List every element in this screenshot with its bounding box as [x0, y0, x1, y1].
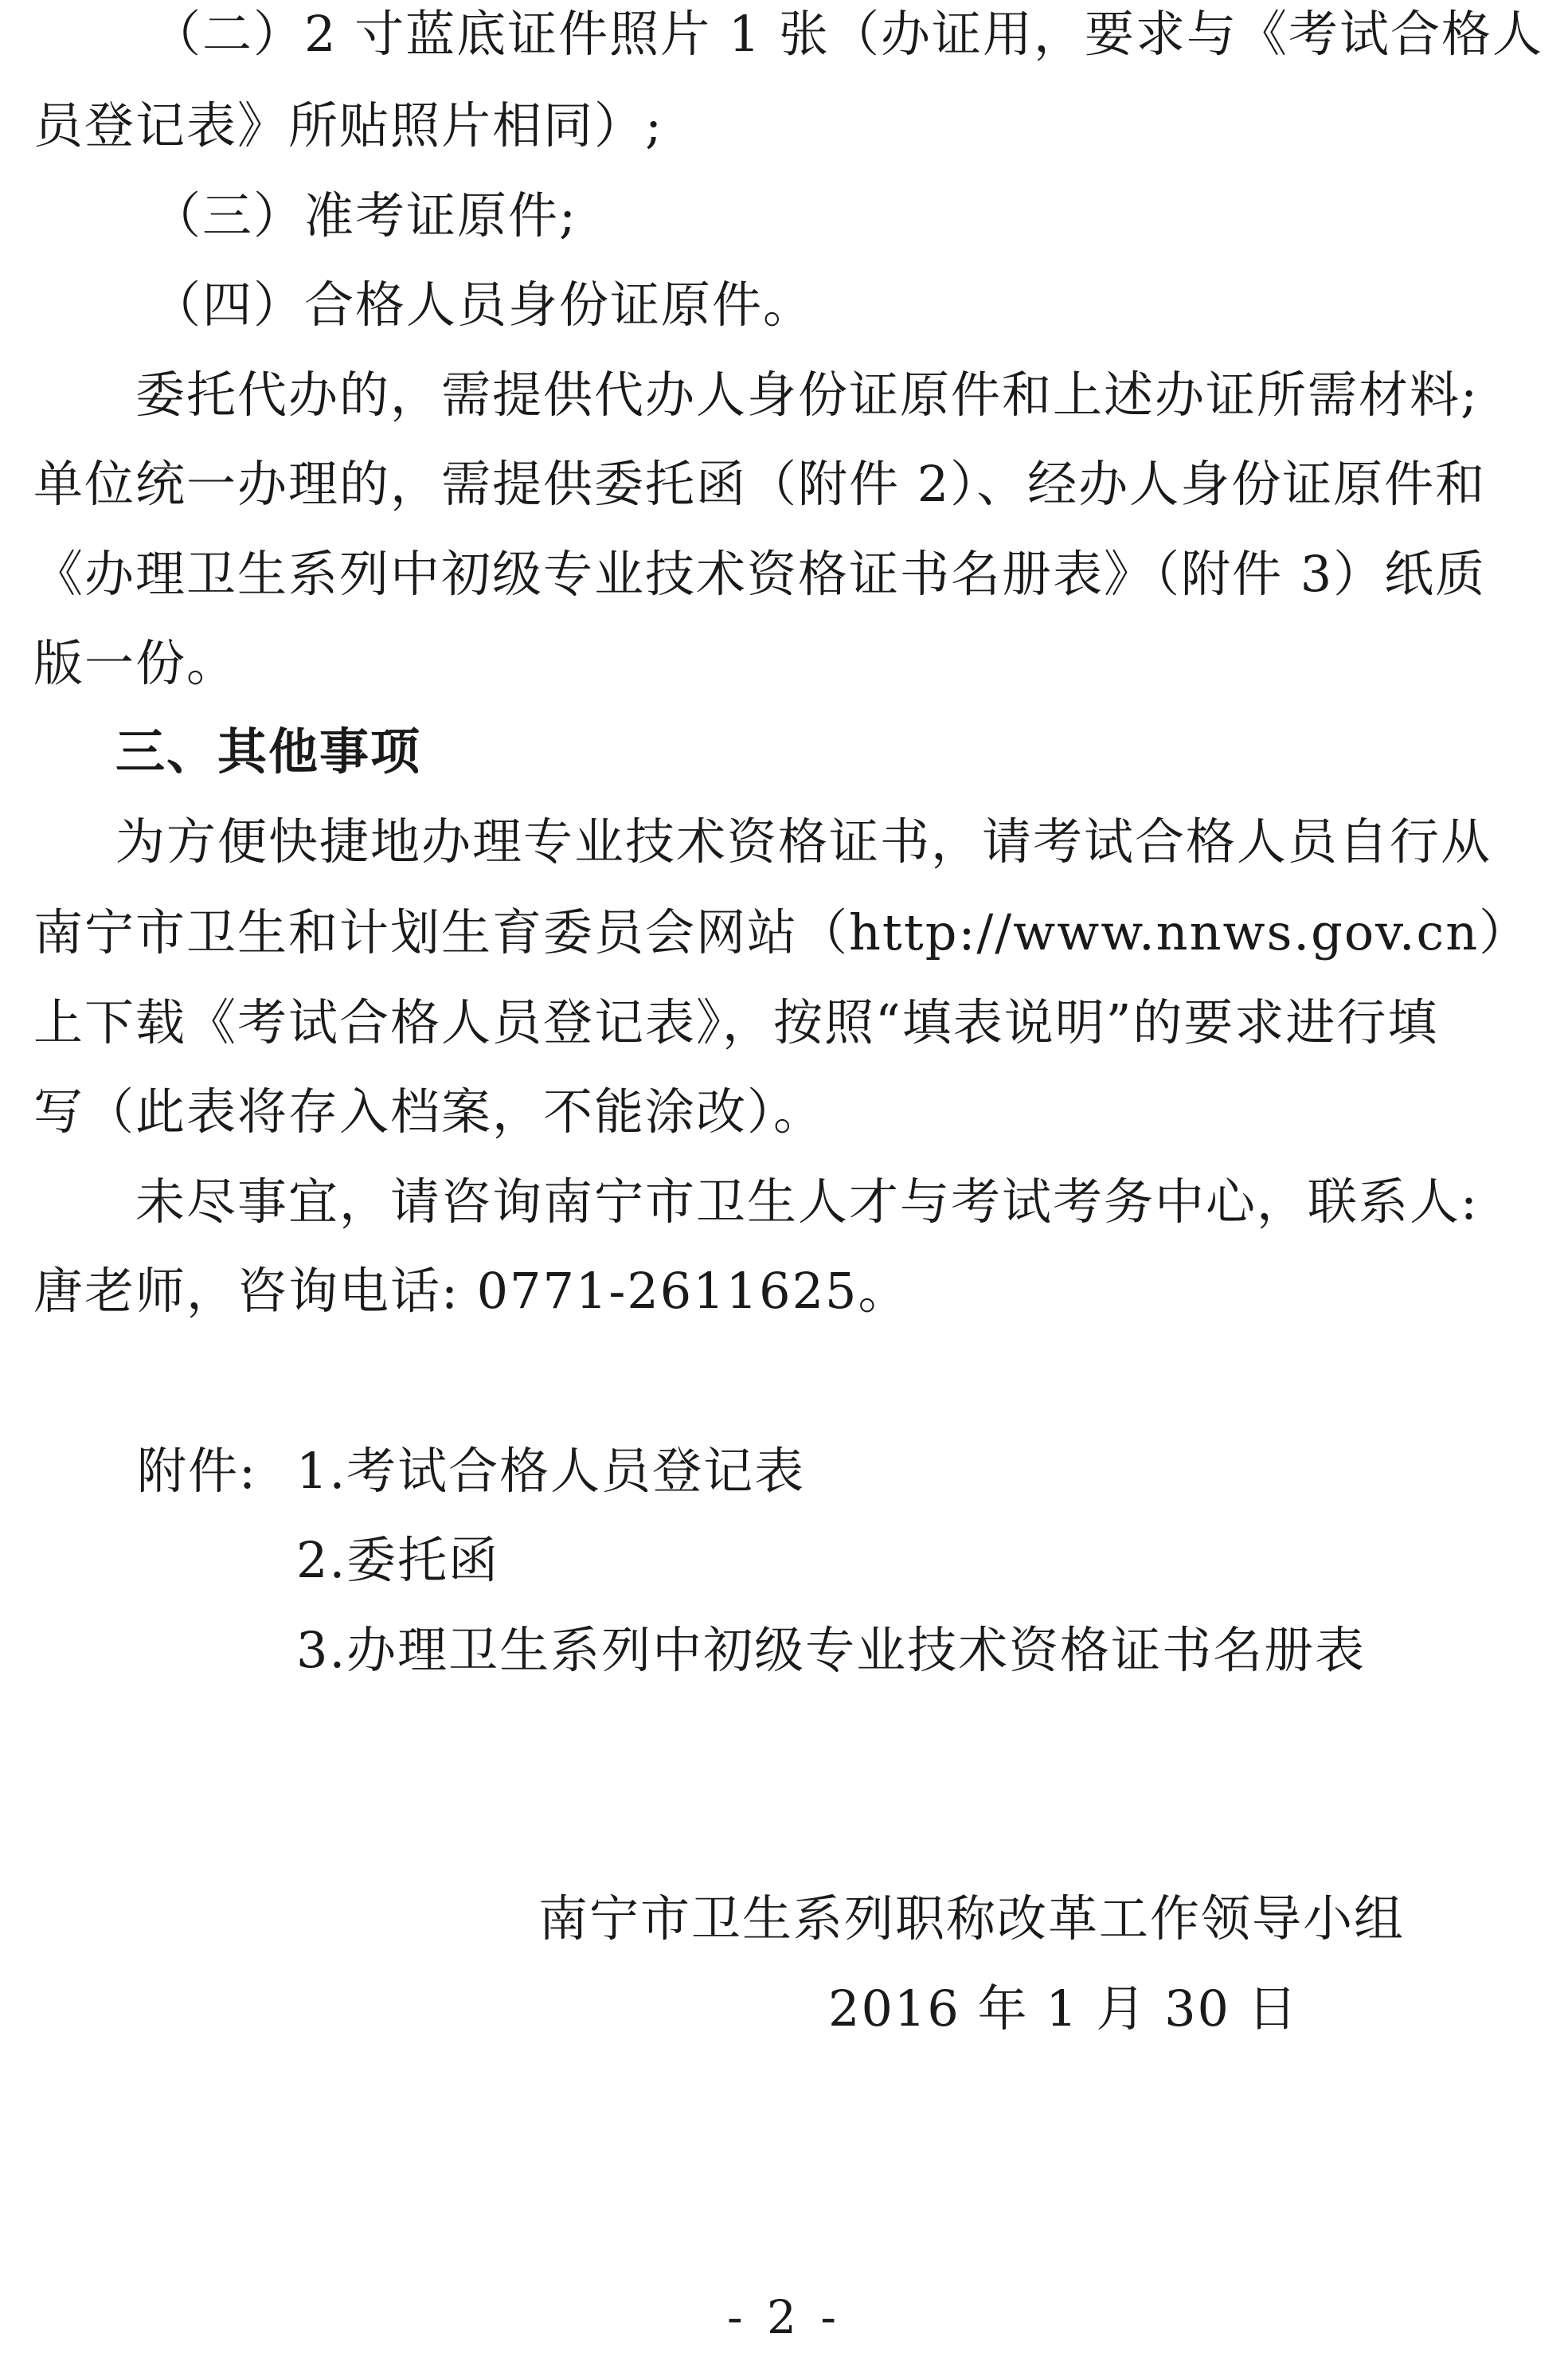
- proxy-paragraph-line-2: 单位统一办理的，需提供委托函（附件 2）、经办人身份证原件和: [33, 455, 1487, 513]
- signature-organization: 南宁市卫生系列职称改革工作领导小组: [538, 1889, 1406, 1948]
- other-matters-para-1-line-3: 上下载《考试合格人员登记表》，按照“填表说明”的要求进行填: [33, 993, 1439, 1051]
- material-item-3: （三）准考证原件;: [151, 186, 577, 245]
- other-matters-para-2-line-2: 唐老师，咨询电话: 0771-2611625。: [33, 1262, 909, 1320]
- material-item-2-line-2: 员登记表》所贴照片相同）;: [33, 96, 663, 155]
- proxy-paragraph-line-4: 版一份。: [33, 634, 238, 692]
- material-item-2-line-1: （二）2 寸蓝底证件照片 1 张（办证用，要求与《考试合格人: [151, 5, 1544, 63]
- other-matters-para-1-line-1: 为方便快捷地办理专业技术资格证书，请考试合格人员自行从: [115, 812, 1492, 871]
- material-item-4: （四）合格人员身份证原件。: [151, 276, 815, 334]
- page-number: - 2 -: [727, 2290, 841, 2344]
- proxy-paragraph-line-1: 委托代办的，需提供代办人身份证原件和上述办证所需材料;: [135, 366, 1479, 424]
- attachment-item-1: 1.考试合格人员登记表: [296, 1442, 806, 1500]
- attachments-label: 附件:: [137, 1442, 257, 1500]
- proxy-paragraph-line-3: 《办理卫生系列中初级专业技术资格证书名册表》（附件 3）纸质: [33, 545, 1487, 603]
- attachment-item-2: 2.委托函: [296, 1531, 500, 1589]
- other-matters-para-2-line-1: 未尽事宜，请咨询南宁市卫生人才与考试考务中心，联系人:: [135, 1173, 1479, 1231]
- attachment-item-3: 3.办理卫生系列中初级专业技术资格证书名册表: [296, 1621, 1367, 1679]
- signature-date: 2016 年 1 月 30 日: [828, 1979, 1299, 2038]
- other-matters-para-1-line-2: 南宁市卫生和计划生育委员会网站（http://www.nnws.gov.cn）: [33, 903, 1531, 961]
- section-heading-other-matters: 三、其他事项: [115, 722, 422, 781]
- other-matters-para-1-line-4: 写（此表将存入档案，不能涂改）。: [33, 1083, 825, 1141]
